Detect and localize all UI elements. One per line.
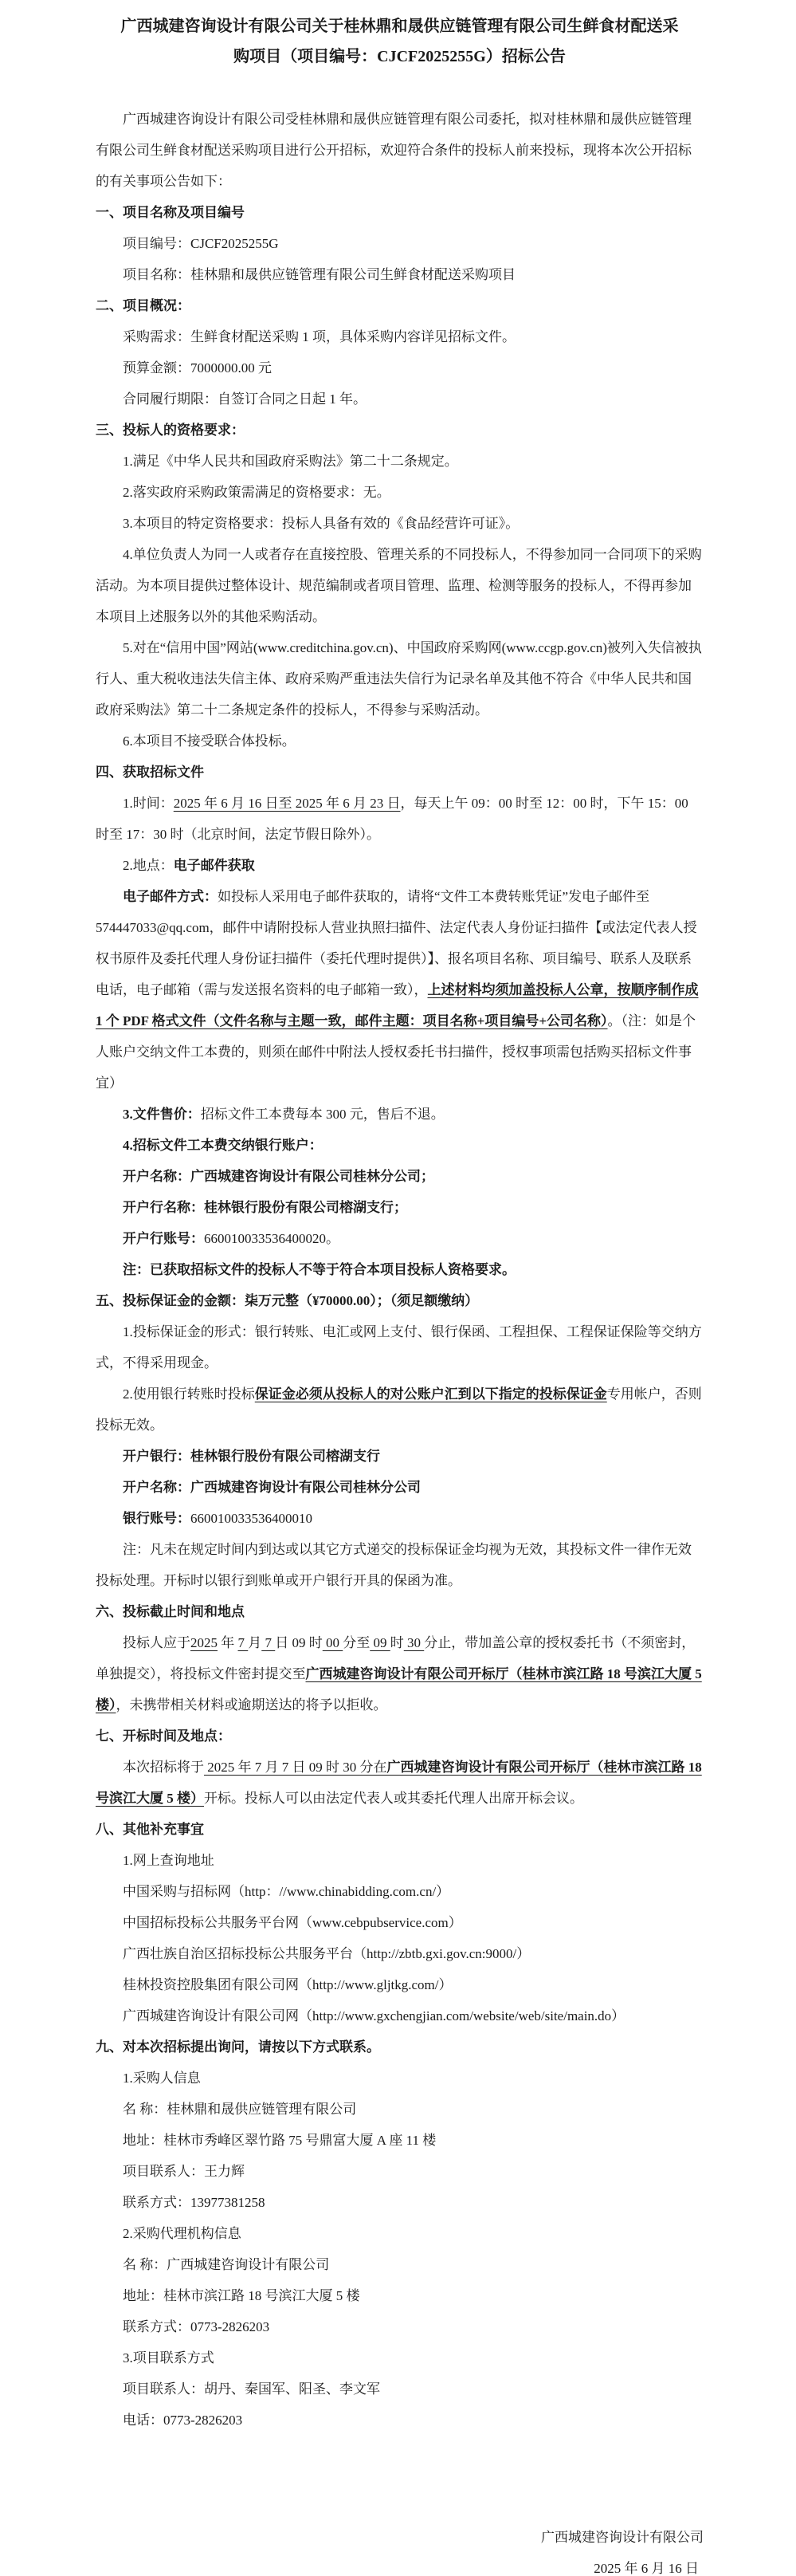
text-run: 地址：桂林市秀峰区翠竹路 75 号鼎富大厦 A 座 11 楼: [123, 2133, 437, 2148]
paragraph: [96, 1503, 704, 1534]
section-heading: [96, 1596, 704, 1627]
paragraph: [96, 2000, 704, 2031]
paragraph: [96, 2280, 704, 2311]
text-run: 广西城建咨询设计有限公司网（http://www.gxchengjian.com/website/web/site/main.do）: [123, 2008, 625, 2023]
paragraph: [96, 1099, 704, 1130]
text-run: 7: [261, 1635, 276, 1650]
section-heading: [96, 415, 704, 446]
text-run: 开户银行：桂林银行股份有限公司榕湖支行: [123, 1449, 380, 1464]
text-run: 1.网上查询地址: [123, 1853, 214, 1868]
signature-block: [96, 2522, 704, 2576]
paragraph: [96, 1223, 704, 1254]
paragraph: [96, 1752, 704, 1814]
text-run: 一、项目名称及项目编号: [96, 205, 245, 220]
text-run: 保证金必须从投标人的对公账户汇到以下指定的投标保证金: [254, 1386, 607, 1402]
paragraph: [96, 1627, 704, 1721]
document-title-line1: 广西城建咨询设计有限公司关于桂林鼎和晟供应链管理有限公司生鲜食材配送采: [120, 18, 679, 35]
text-run: 预算金额：7000000.00 元: [123, 360, 272, 376]
text-run: 六、投标截止时间和地点: [96, 1604, 245, 1619]
paragraph: [96, 1161, 704, 1192]
text-run: 合同履行期限：自签订合同之日起 1 年。: [123, 391, 367, 407]
paragraph: [96, 2156, 704, 2187]
text-run: ，每天上午 09：00 时至 12：00 时，下午 15：00 时至 17：30 时（北京时间，法定节假日除外）。: [96, 796, 688, 842]
document-title: [96, 11, 704, 72]
text-run: 开户行名称：桂林银行股份有限公司榕湖支行；: [123, 1200, 407, 1215]
paragraph: [96, 446, 704, 477]
text-run: 2025 年 7 月 7 日 09 时 30 分在: [204, 1760, 387, 1775]
text-run: 开标。投标人可以由法定代表人或其委托代理人出席开标会议。: [204, 1791, 583, 1806]
text-run: 桂林投资控股集团有限公司网（http://www.gljtkg.com/）: [123, 1977, 453, 1992]
paragraph: [96, 2311, 704, 2342]
paragraph: [96, 228, 704, 259]
paragraph: [96, 2249, 704, 2280]
text-run: 招标文件工本费每本 300 元，售后不退。: [200, 1107, 445, 1122]
text-run: 中国采购与招标网（http：//www.chinabidding.com.cn/）: [123, 1884, 450, 1899]
text-run: 1.时间：: [123, 796, 174, 811]
text-run: 名 称：桂林鼎和晟供应链管理有限公司: [123, 2102, 357, 2117]
paragraph: [96, 508, 704, 539]
text-run: 本次招标将于: [123, 1760, 204, 1775]
text-run: 3.项目联系方式: [123, 2350, 214, 2366]
text-run: 2.落实政府采购政策需满足的资格要求：无。: [123, 485, 390, 500]
text-run: 660010033536400020。: [204, 1231, 339, 1246]
text-run: 分止，带加盖公章的授权委托书（不须密封，单独提交），将投标文件密封提交至: [96, 1635, 696, 1681]
paragraph: [96, 477, 704, 508]
paragraph: [96, 881, 704, 1099]
paragraph: [96, 2218, 704, 2249]
text-run: 三、投标人的资格要求：: [96, 423, 245, 438]
section-heading: [96, 290, 704, 321]
paragraph: [96, 383, 704, 415]
text-run: 注：已获取招标文件的投标人不等于符合本项目投标人资格要求。: [123, 1262, 516, 1277]
text-run: 地址：桂林市滨江路 18 号滨江大厦 5 楼: [123, 2288, 360, 2303]
text-run: 中国招标投标公共服务平台网（www.cebpubservice.com）: [123, 1915, 462, 1930]
text-run: 09: [370, 1635, 390, 1650]
text-run: 九、对本次招标提出询问，请按以下方式联系。: [96, 2039, 380, 2055]
text-run: 银行账号：: [123, 1511, 190, 1526]
paragraph: [96, 1254, 704, 1285]
text-run: 项目联系人：胡丹、秦国军、阳圣、李文军: [123, 2381, 380, 2397]
text-run: 2025 年 6 月 16 日至 2025 年 6 月 23 日: [173, 796, 401, 811]
signature-date: 2025 年 6 月 16 日: [594, 2561, 699, 2576]
text-run: 广西壮族自治区招标投标公共服务平台（http://zbtb.gxi.gov.cn:9000/）: [123, 1946, 531, 1961]
text-run: 如投标人采用电子邮件获取的，请将“文件工本费转账凭证”发电子邮件至 574447033@qq.com，邮件中请附投标人营业执照扫描件、法定代表人身份证扫描件【或法定代表人授权书原件及委托代理人身份证扫描件（委托代理时提供）】、报名项目名称、项目编号、联系人及联系电话，电子邮箱（需与发送报名资料的电子邮箱一致），: [96, 889, 697, 997]
paragraph: [96, 726, 704, 757]
paragraph: [96, 2187, 704, 2218]
text-run: 八、其他补充事宜: [96, 1822, 204, 1837]
text-run: 660010033536400010: [190, 1511, 312, 1526]
paragraph: [96, 2094, 704, 2125]
paragraph: [96, 1938, 704, 1969]
paragraph: [96, 2125, 704, 2156]
text-run: 7: [237, 1635, 249, 1650]
section-heading: [96, 2031, 704, 2063]
text-run: 广西城建咨询设计有限公司开标厅（桂林市滨江路 18 号滨江大厦 5 楼）: [96, 1666, 702, 1713]
signature-company: 广西城建咨询设计有限公司: [541, 2530, 704, 2545]
text-run: ，未携带相关材料或逾期送达的将予以拒收。: [116, 1697, 387, 1713]
paragraph: [96, 1534, 704, 1596]
text-run: 广西城建咨询设计有限公司受桂林鼎和晟供应链管理有限公司委托，拟对桂林鼎和晟供应链管理有限公司生鲜食材配送采购项目进行公开招标，欢迎符合条件的投标人前来投标，现将本次公开招标的有关事项公告如下：: [96, 112, 692, 189]
text-run: 电子邮件获取: [173, 858, 255, 873]
text-run: 项目编号：CJCF2025255G: [123, 236, 279, 251]
paragraph: [96, 1441, 704, 1472]
paragraph: [96, 1907, 704, 1938]
text-run: 2025: [190, 1635, 218, 1650]
text-run: 1.满足《中华人民共和国政府采购法》第二十二条规定。: [123, 454, 458, 469]
text-run: 分至: [343, 1635, 371, 1650]
section-heading: [96, 1285, 704, 1316]
text-run: 1.投标保证金的形式：银行转账、电汇或网上支付、银行保函、工程担保、工程保证保险等交纳方式，不得采用现金。: [96, 1324, 702, 1371]
text-run: 投标人应于: [123, 1635, 190, 1650]
document-body: [96, 104, 704, 2436]
section-heading: [96, 757, 704, 788]
text-run: 广西城建咨询设计有限公司开标厅（桂林市滨江路 18 号滨江大厦 5 楼）: [96, 1760, 702, 1806]
text-run: 开户名称：广西城建咨询设计有限公司桂林分公司；: [123, 1169, 434, 1184]
text-run: 上述材料均须加盖投标人公章，按顺序制作成 1 个 PDF 格式文件（文件名称与主题一致，邮件主题：项目名称+项目编号+公司名称）: [96, 982, 699, 1028]
text-run: 2.地点：: [123, 858, 174, 873]
text-run: 。（注：如是个人账户交纳文件工本费的，则须在邮件中附法人授权委托书扫描件，授权事项需包括购买招标文件事宜）: [96, 1013, 696, 1091]
paragraph: [96, 788, 704, 850]
paragraph: [96, 352, 704, 383]
paragraph: [96, 1130, 704, 1161]
text-run: 4.单位负责人为同一人或者存在直接控股、管理关系的不同投标人，不得参加同一合同项下的采购活动。为本项目提供过整体设计、规范编制或者项目管理、监理、检测等服务的投标人，不得再参加本项目上述服务以外的其他采购活动。: [96, 547, 702, 624]
paragraph: [96, 1969, 704, 2000]
text-run: 6.本项目不接受联合体投标。: [123, 733, 296, 749]
paragraph: [96, 1876, 704, 1907]
text-run: 日 09 时: [275, 1635, 323, 1650]
paragraph: [96, 1192, 704, 1223]
text-run: 2.采购代理机构信息: [123, 2226, 241, 2241]
text-run: 2.使用银行转账时投标: [123, 1386, 255, 1402]
paragraph: [96, 2063, 704, 2094]
text-run: 项目联系人：王力辉: [123, 2164, 245, 2179]
paragraph: [96, 2405, 704, 2436]
section-heading: [96, 1814, 704, 1845]
paragraph: [96, 321, 704, 352]
text-run: 5.对在“信用中国”网站(www.creditchina.gov.cn)、中国政府采购网(www.ccgp.gov.cn)被列入失信被执行人、重大税收违法失信主体、政府采购严重违法失信行为记录名单及其他不符合《中华人民共和国政府采购法》第二十二条规定条件的投标人，不得参与采购活动。: [96, 640, 702, 718]
paragraph: [96, 2373, 704, 2405]
text-run: 月: [248, 1635, 262, 1650]
text-run: 四、获取招标文件: [96, 765, 204, 780]
text-run: 3.本项目的特定资格要求：投标人具备有效的《食品经营许可证》。: [123, 516, 520, 531]
text-run: 电子邮件方式：: [123, 889, 218, 904]
text-run: 时: [390, 1635, 404, 1650]
text-run: 项目名称：桂林鼎和晟供应链管理有限公司生鲜食材配送采购项目: [123, 267, 516, 282]
text-run: 五、投标保证金的金额：柒万元整（¥70000.00）；（须足额缴纳）: [96, 1293, 479, 1308]
section-heading: [96, 197, 704, 228]
text-run: 年: [218, 1635, 238, 1650]
text-run: 开户名称：广西城建咨询设计有限公司桂林分公司: [123, 1480, 421, 1495]
paragraph: [96, 1316, 704, 1378]
text-run: 注：凡未在规定时间内到达或以其它方式递交的投标保证金均视为无效，其投标文件一律作无效投标处理。开标时以银行到账单或开户银行开具的保函为准。: [96, 1542, 692, 1588]
paragraph: [96, 539, 704, 632]
text-run: 3.文件售价：: [123, 1107, 201, 1122]
paragraph: [96, 104, 704, 197]
text-run: 联系方式：13977381258: [123, 2195, 265, 2210]
text-run: 4.招标文件工本费交纳银行账户：: [123, 1138, 323, 1153]
text-run: 二、项目概况：: [96, 298, 190, 313]
text-run: 采购需求：生鲜食材配送采购 1 项，具体采购内容详见招标文件。: [123, 329, 516, 344]
text-run: 七、开标时间及地点：: [96, 1728, 231, 1744]
text-run: 联系方式：0773-2826203: [123, 2319, 270, 2334]
paragraph: [96, 1845, 704, 1876]
text-run: 开户行账号：: [123, 1231, 204, 1246]
text-run: 名 称：广西城建咨询设计有限公司: [123, 2257, 330, 2272]
document-title-line2: 购项目（项目编号：CJCF2025255G）招标公告: [233, 48, 566, 65]
paragraph: [96, 2342, 704, 2373]
text-run: 1.采购人信息: [123, 2071, 201, 2086]
paragraph: [96, 1378, 704, 1441]
text-run: 00: [322, 1635, 343, 1650]
paragraph: [96, 259, 704, 290]
section-heading: [96, 1721, 704, 1752]
text-run: 电话：0773-2826203: [123, 2413, 243, 2428]
text-run: 专用帐户，否则投标无效。: [96, 1386, 702, 1433]
paragraph: [96, 850, 704, 881]
text-run: 30: [403, 1635, 425, 1650]
paragraph: [96, 632, 704, 726]
paragraph: [96, 1472, 704, 1503]
